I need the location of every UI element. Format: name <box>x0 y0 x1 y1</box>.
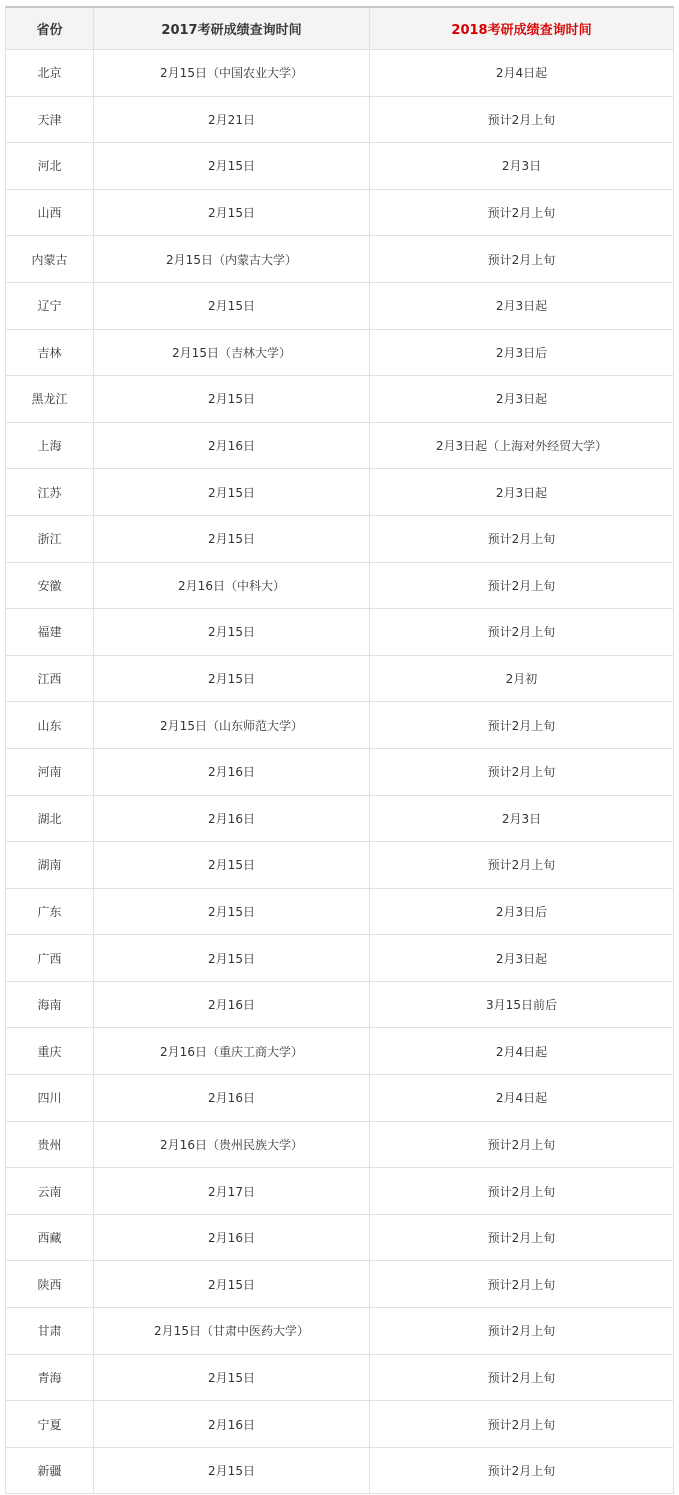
table-body <box>6 50 674 1494</box>
score-query-table <box>5 6 674 1494</box>
province-cell: 河北 <box>6 143 94 190</box>
header-2018-query-time: 2018考研成绩查询时间 <box>370 7 674 50</box>
query-time-2017-cell: 2月21日 <box>94 96 370 143</box>
query-time-2017-cell: 2月15日 <box>94 842 370 889</box>
province-cell: 江西 <box>6 655 94 702</box>
province-cell: 海南 <box>6 981 94 1028</box>
table-row <box>6 282 674 329</box>
query-time-2017-cell: 2月16日 <box>94 748 370 795</box>
table-row <box>6 1168 674 1215</box>
query-time-2018-cell: 2月3日起 <box>370 282 674 329</box>
table-row <box>6 515 674 562</box>
province-cell: 贵州 <box>6 1121 94 1168</box>
query-time-2018-cell: 预计2月上旬 <box>370 842 674 889</box>
query-time-2017-cell: 2月15日 <box>94 609 370 656</box>
query-time-2017-cell: 2月16日（中科大） <box>94 562 370 609</box>
table-row <box>6 1214 674 1261</box>
table-row <box>6 935 674 982</box>
query-time-2018-cell: 2月3日起 <box>370 935 674 982</box>
query-time-2017-cell: 2月16日（贵州民族大学） <box>94 1121 370 1168</box>
province-cell: 浙江 <box>6 515 94 562</box>
query-time-2017-cell: 2月15日（山东师范大学） <box>94 702 370 749</box>
province-cell: 重庆 <box>6 1028 94 1075</box>
table-row <box>6 329 674 376</box>
table-row <box>6 1028 674 1075</box>
table-row <box>6 96 674 143</box>
query-time-2018-cell: 2月3日起 <box>370 469 674 516</box>
query-time-2017-cell: 2月17日 <box>94 1168 370 1215</box>
table-row <box>6 422 674 469</box>
table-row <box>6 655 674 702</box>
province-cell: 河南 <box>6 748 94 795</box>
table-row <box>6 609 674 656</box>
province-cell: 上海 <box>6 422 94 469</box>
query-time-2018-cell: 3月15日前后 <box>370 981 674 1028</box>
province-cell: 广西 <box>6 935 94 982</box>
query-time-2018-cell: 预计2月上旬 <box>370 515 674 562</box>
table-row <box>6 1401 674 1448</box>
query-time-2018-cell: 预计2月上旬 <box>370 189 674 236</box>
province-cell: 福建 <box>6 609 94 656</box>
query-time-2017-cell: 2月15日 <box>94 189 370 236</box>
query-time-2018-cell: 2月3日起（上海对外经贸大学） <box>370 422 674 469</box>
province-cell: 内蒙古 <box>6 236 94 283</box>
query-time-2017-cell: 2月15日（中国农业大学） <box>94 50 370 97</box>
province-cell: 西藏 <box>6 1214 94 1261</box>
table-row <box>6 1447 674 1494</box>
query-time-2017-cell: 2月16日 <box>94 1401 370 1448</box>
header-row <box>6 7 674 50</box>
table-row <box>6 1075 674 1122</box>
query-time-2017-cell: 2月15日 <box>94 1354 370 1401</box>
province-cell: 安徽 <box>6 562 94 609</box>
query-time-2018-cell: 预计2月上旬 <box>370 1168 674 1215</box>
table-row <box>6 795 674 842</box>
query-time-2018-cell: 2月3日起 <box>370 376 674 423</box>
table-row <box>6 1308 674 1355</box>
query-time-2017-cell: 2月16日 <box>94 422 370 469</box>
query-time-2018-cell: 预计2月上旬 <box>370 1401 674 1448</box>
province-cell: 山西 <box>6 189 94 236</box>
province-cell: 湖南 <box>6 842 94 889</box>
table-row <box>6 1354 674 1401</box>
province-cell: 四川 <box>6 1075 94 1122</box>
province-cell: 江苏 <box>6 469 94 516</box>
province-cell: 广东 <box>6 888 94 935</box>
province-cell: 青海 <box>6 1354 94 1401</box>
query-time-2017-cell: 2月15日 <box>94 143 370 190</box>
query-time-2018-cell: 2月3日后 <box>370 888 674 935</box>
query-time-2017-cell: 2月15日 <box>94 376 370 423</box>
query-time-2018-cell: 预计2月上旬 <box>370 1308 674 1355</box>
query-time-2017-cell: 2月16日 <box>94 1075 370 1122</box>
table-row <box>6 1261 674 1308</box>
province-cell: 吉林 <box>6 329 94 376</box>
province-cell: 云南 <box>6 1168 94 1215</box>
query-time-2018-cell: 预计2月上旬 <box>370 702 674 749</box>
query-time-2018-cell: 2月3日 <box>370 143 674 190</box>
province-cell: 天津 <box>6 96 94 143</box>
province-cell: 甘肃 <box>6 1308 94 1355</box>
province-cell: 新疆 <box>6 1447 94 1494</box>
query-time-2018-cell: 2月3日后 <box>370 329 674 376</box>
table-row <box>6 50 674 97</box>
table-row <box>6 888 674 935</box>
query-time-2018-cell: 预计2月上旬 <box>370 236 674 283</box>
query-time-2017-cell: 2月16日 <box>94 795 370 842</box>
province-cell: 陕西 <box>6 1261 94 1308</box>
query-time-2017-cell: 2月15日 <box>94 888 370 935</box>
query-time-2017-cell: 2月15日（吉林大学） <box>94 329 370 376</box>
province-cell: 山东 <box>6 702 94 749</box>
query-time-2018-cell: 2月4日起 <box>370 50 674 97</box>
table-header <box>6 7 674 50</box>
table-row <box>6 748 674 795</box>
header-2017-query-time: 2017考研成绩查询时间 <box>94 7 370 50</box>
query-time-2017-cell: 2月15日 <box>94 935 370 982</box>
table-row <box>6 236 674 283</box>
query-time-2018-cell: 预计2月上旬 <box>370 748 674 795</box>
province-cell: 黑龙江 <box>6 376 94 423</box>
table-row <box>6 562 674 609</box>
query-time-2017-cell: 2月15日（甘肃中医药大学） <box>94 1308 370 1355</box>
query-time-2018-cell: 2月3日 <box>370 795 674 842</box>
query-time-2017-cell: 2月16日（重庆工商大学） <box>94 1028 370 1075</box>
query-time-2018-cell: 预计2月上旬 <box>370 562 674 609</box>
table-row <box>6 376 674 423</box>
query-time-2017-cell: 2月15日 <box>94 515 370 562</box>
query-time-2017-cell: 2月15日（内蒙古大学） <box>94 236 370 283</box>
table-row <box>6 469 674 516</box>
query-time-2017-cell: 2月16日 <box>94 981 370 1028</box>
province-cell: 辽宁 <box>6 282 94 329</box>
header-province: 省份 <box>6 7 94 50</box>
table-row <box>6 702 674 749</box>
table-row <box>6 842 674 889</box>
query-time-2017-cell: 2月15日 <box>94 1261 370 1308</box>
table-row <box>6 189 674 236</box>
query-time-2018-cell: 2月4日起 <box>370 1075 674 1122</box>
query-time-2018-cell: 预计2月上旬 <box>370 1447 674 1494</box>
query-time-2018-cell: 预计2月上旬 <box>370 1261 674 1308</box>
query-time-2017-cell: 2月16日 <box>94 1214 370 1261</box>
query-time-2018-cell: 2月初 <box>370 655 674 702</box>
query-time-2018-cell: 预计2月上旬 <box>370 609 674 656</box>
table-row <box>6 1121 674 1168</box>
table-row <box>6 981 674 1028</box>
query-time-2017-cell: 2月15日 <box>94 655 370 702</box>
table-row <box>6 143 674 190</box>
query-time-2018-cell: 预计2月上旬 <box>370 1214 674 1261</box>
province-cell: 湖北 <box>6 795 94 842</box>
query-time-2017-cell: 2月15日 <box>94 469 370 516</box>
query-time-2018-cell: 预计2月上旬 <box>370 1121 674 1168</box>
query-time-2018-cell: 预计2月上旬 <box>370 96 674 143</box>
query-time-2018-cell: 2月4日起 <box>370 1028 674 1075</box>
query-time-2018-cell: 预计2月上旬 <box>370 1354 674 1401</box>
province-cell: 北京 <box>6 50 94 97</box>
province-cell: 宁夏 <box>6 1401 94 1448</box>
query-time-2017-cell: 2月15日 <box>94 282 370 329</box>
query-time-2017-cell: 2月15日 <box>94 1447 370 1494</box>
